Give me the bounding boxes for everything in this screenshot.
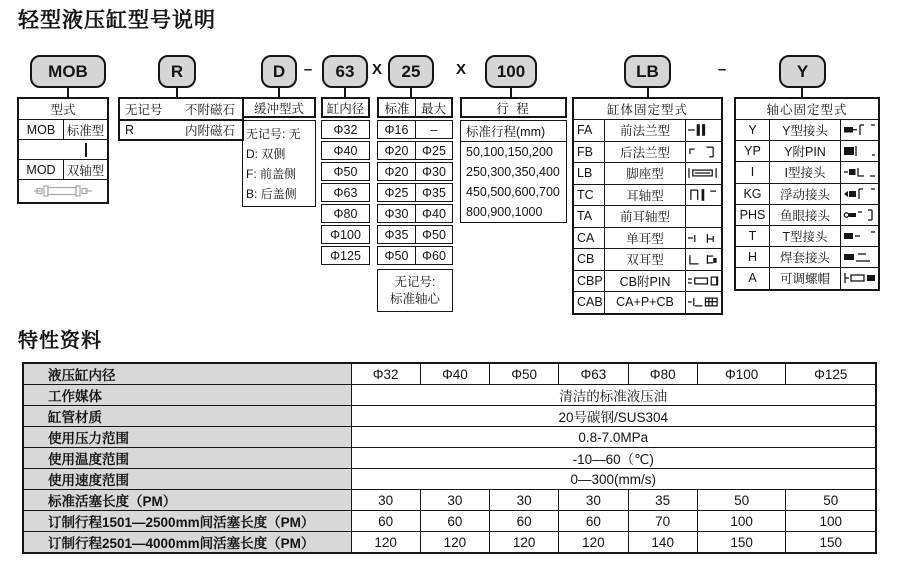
spec-value: -10—60（℃) <box>351 448 876 469</box>
spec-value: 100 <box>697 511 786 532</box>
table-row <box>377 120 453 139</box>
rod-std: Φ25 <box>384 185 409 200</box>
cushion-option: F: 前盖侧 <box>246 166 296 181</box>
spec-value: 60 <box>420 511 489 532</box>
shaft-code: T <box>748 229 757 244</box>
rod-note-line: 无记号: <box>394 274 436 289</box>
mount-name: 前耳轴型 <box>604 206 686 227</box>
rod-header-std: 标准 <box>384 102 410 116</box>
table-row <box>736 267 878 288</box>
connector-line <box>410 88 412 97</box>
spec-value: 60 <box>490 511 559 532</box>
mount-code: CBP <box>577 273 603 288</box>
dash-separator: – <box>717 61 727 78</box>
rod-max: Φ35 <box>415 184 452 201</box>
rod-max: Φ60 <box>415 247 452 264</box>
spec-bore: Φ63 <box>559 363 628 385</box>
trunnion-icon <box>686 185 721 206</box>
spec-label: 使用温度范围 <box>23 448 351 469</box>
shaft-name: 鱼眼接头 <box>769 205 841 225</box>
spec-label: 订制行程1501—2500mm间活塞长度（PM） <box>23 511 351 532</box>
shaft-name: Y型接头 <box>769 120 841 140</box>
spec-value: 35 <box>628 490 697 511</box>
table-row <box>736 119 878 140</box>
magnet-name: 内附磁石 <box>184 124 235 138</box>
shaft-name: 可调螺帽 <box>769 268 841 288</box>
spec-value: 120 <box>420 532 489 554</box>
spec-value: 70 <box>628 511 697 532</box>
connector-line <box>801 88 803 97</box>
rod-max: Φ30 <box>415 163 452 180</box>
mount-code: FA <box>577 123 593 138</box>
spec-value: 0.8-7.0MPa <box>351 427 876 448</box>
floating-joint-icon <box>841 184 878 204</box>
mount-name: 双耳型 <box>604 249 686 270</box>
t-joint-icon <box>841 226 878 246</box>
x-separator: X <box>455 61 466 78</box>
spec-label: 工作媒体 <box>23 385 351 406</box>
table-row <box>574 270 721 292</box>
connector-line <box>176 88 178 97</box>
table-row <box>574 184 721 206</box>
bore-table <box>321 120 370 265</box>
model-box-mob: MOB <box>30 55 106 88</box>
cushion-table-header: 缓冲型式 <box>242 97 316 118</box>
type-code: MOB <box>26 122 56 137</box>
model-box-rod: 25 <box>388 55 434 88</box>
spec-bore: Φ32 <box>351 363 420 385</box>
table-row <box>736 225 878 246</box>
spec-value: 150 <box>786 532 876 554</box>
table-row <box>574 205 721 227</box>
mount-name: 单耳型 <box>604 228 686 249</box>
spec-label: 订制行程2501—4000mm间活塞长度（PM） <box>23 532 351 554</box>
mount-code: CB <box>577 252 595 267</box>
rod-table <box>377 120 453 265</box>
shaft-name: Y附PIN <box>769 141 841 161</box>
connector-line <box>510 88 512 97</box>
spec-label: 液压缸内径 <box>23 363 351 385</box>
spec-bore: Φ100 <box>697 363 786 385</box>
stroke-table <box>460 120 567 223</box>
shaft-code: Y <box>748 123 757 138</box>
spec-value: 30 <box>351 490 420 511</box>
shaft-name: 焊套接头 <box>769 247 841 267</box>
rod-std: Φ20 <box>384 164 409 179</box>
table-row <box>19 119 107 139</box>
table-row <box>23 511 876 532</box>
table-row <box>736 246 878 267</box>
spec-bore: Φ80 <box>628 363 697 385</box>
shaft-code: YP <box>744 144 761 159</box>
model-box-d: D <box>261 55 297 88</box>
rod-max: – <box>415 121 452 138</box>
table-row <box>23 490 876 511</box>
rod-max: Φ50 <box>415 226 452 243</box>
table-row <box>377 141 453 160</box>
type-table-header: 型式 <box>50 103 76 117</box>
cushion-option: 无记号: 无 <box>246 126 301 141</box>
table-row <box>736 183 878 204</box>
spec-value: 60 <box>559 511 628 532</box>
dash-separator: – <box>303 61 313 78</box>
shaft-name: T型接头 <box>769 226 841 246</box>
spec-value: 120 <box>351 532 420 554</box>
table-row <box>574 227 721 249</box>
table-row <box>23 427 876 448</box>
spec-value: 60 <box>351 511 420 532</box>
model-box-mount: LB <box>624 55 671 88</box>
bore-value: Φ125 <box>321 246 370 265</box>
type-name: 双轴型 <box>63 160 107 179</box>
double-rod-cylinder-icon <box>19 179 107 202</box>
spec-label: 使用压力范围 <box>23 427 351 448</box>
mount-name: 脚座型 <box>604 163 686 184</box>
rod-header-max: 最大 <box>415 99 451 117</box>
shaft-name: 浮动接头 <box>769 184 841 204</box>
spec-value: 30 <box>490 490 559 511</box>
bore-value: Φ80 <box>321 204 370 223</box>
mount-code: LB <box>577 166 593 181</box>
spec-value: 0—300(mm/s) <box>351 469 876 490</box>
rod-std: Φ50 <box>384 248 409 263</box>
spec-value: 100 <box>786 511 876 532</box>
rear-flange-icon <box>686 142 721 163</box>
mount-name: 后法兰型 <box>604 142 686 163</box>
type-name: 标准型 <box>63 120 107 139</box>
bore-value: Φ50 <box>321 162 370 181</box>
rod-std: Φ35 <box>384 227 409 242</box>
rod-table-note <box>377 269 453 312</box>
table-row <box>736 204 878 225</box>
table-row <box>377 204 453 223</box>
shaft-table <box>734 97 880 291</box>
table-row <box>574 162 721 184</box>
mount-code: FB <box>577 144 593 159</box>
table-row <box>377 246 453 265</box>
magnet-code: 无记号 <box>125 103 163 117</box>
spec-bore: Φ40 <box>420 363 489 385</box>
connector-line <box>67 88 69 97</box>
fisheye-joint-icon <box>841 205 878 225</box>
bore-value: Φ63 <box>321 183 370 202</box>
adjustable-nut-icon <box>841 268 878 288</box>
table-row <box>574 248 721 270</box>
y-joint-icon <box>841 120 878 140</box>
shaft-code: A <box>748 271 757 286</box>
front-flange-icon <box>686 120 721 141</box>
mount-name: 耳轴型 <box>604 185 686 206</box>
mount-name: 前法兰型 <box>604 120 686 141</box>
mount-code: TA <box>577 209 593 224</box>
table-row <box>23 406 876 427</box>
front-trunnion-icon <box>686 206 721 227</box>
mount-code: CAB <box>577 295 603 310</box>
table-row <box>120 99 242 119</box>
cushion-option: B: 后盖侧 <box>246 186 297 201</box>
spec-value: 120 <box>490 532 559 554</box>
rod-note-line: 标准轴心 <box>389 291 440 306</box>
magnet-code: R <box>125 123 135 137</box>
model-box-shaft: Y <box>779 55 826 88</box>
mount-name: CB附PIN <box>604 271 686 292</box>
spec-value: 120 <box>559 532 628 554</box>
stroke-values: 250,300,350,400 <box>466 165 560 179</box>
shaft-code: PHS <box>739 207 766 222</box>
spec-value: 50 <box>786 490 876 511</box>
rod-std: Φ20 <box>384 143 409 158</box>
connector-line <box>278 88 280 97</box>
rod-max: Φ25 <box>415 142 452 159</box>
clevis-pin-icon <box>686 271 721 292</box>
bore-table-header: 缸内径 <box>321 97 370 118</box>
shaft-code: KG <box>743 186 762 201</box>
rod-std: Φ30 <box>384 206 409 221</box>
table-row <box>23 363 876 385</box>
table-row <box>574 119 721 141</box>
table-row <box>736 161 878 182</box>
shaft-code: H <box>747 250 758 265</box>
table-row <box>120 119 242 139</box>
page-title: 轻型液压缸型号说明 <box>18 9 216 32</box>
foot-mount-icon <box>686 163 721 184</box>
spec-value: 150 <box>697 532 786 554</box>
stroke-values: 450,500,600,700 <box>466 185 560 199</box>
mount-name: CA+P+CB <box>604 292 686 313</box>
magnet-table <box>118 97 244 141</box>
spec-bore: Φ125 <box>786 363 876 385</box>
spec-label: 使用速度范围 <box>23 469 351 490</box>
mount-table-header: 缸体固定型式 <box>606 103 688 117</box>
table-row <box>574 291 721 313</box>
mount-code: TC <box>577 187 594 202</box>
spec-label: 标准活塞长度（PM） <box>23 490 351 511</box>
type-table <box>17 97 109 204</box>
table-row <box>377 162 453 181</box>
model-box-r: R <box>158 55 196 88</box>
spec-value: 30 <box>420 490 489 511</box>
spec-value: 清洁的标准液压油 <box>351 385 876 406</box>
x-separator: X <box>371 61 382 78</box>
cushion-option: D: 双侧 <box>246 146 286 161</box>
spec-value: 30 <box>559 490 628 511</box>
mount-table <box>572 97 723 315</box>
section-title: 特性资料 <box>18 330 102 352</box>
spec-label: 缸管材质 <box>23 406 351 427</box>
y-pin-joint-icon <box>841 141 878 161</box>
table-row <box>23 532 876 554</box>
model-box-bore: 63 <box>322 55 368 88</box>
connector-line <box>344 88 346 97</box>
table-row <box>23 469 876 490</box>
spec-value: 50 <box>697 490 786 511</box>
rod-table-header <box>377 97 453 118</box>
stroke-values: 50,100,150,200 <box>466 145 553 159</box>
bore-value: Φ100 <box>321 225 370 244</box>
magnet-name: 不附磁石 <box>184 103 235 117</box>
table-row <box>19 159 107 179</box>
table-row <box>574 141 721 163</box>
rod-max: Φ40 <box>415 205 452 222</box>
bore-value: Φ32 <box>321 120 370 139</box>
spec-table <box>22 362 877 554</box>
stroke-values: 800,900,1000 <box>466 205 543 219</box>
spec-value: 20号碳钢/SUS304 <box>351 406 876 427</box>
spec-bore: Φ50 <box>490 363 559 385</box>
rod-std: Φ16 <box>384 122 409 137</box>
bore-value: Φ40 <box>321 141 370 160</box>
i-joint-icon <box>841 162 878 182</box>
mount-code: CA <box>577 230 595 245</box>
single-rod-cylinder-icon <box>19 139 107 159</box>
shaft-table-header: 轴心固定型式 <box>766 103 848 117</box>
spec-value: 140 <box>628 532 697 554</box>
stroke-table-header: 行 程 <box>460 97 567 118</box>
table-row <box>377 183 453 202</box>
clevis-combo-icon <box>686 292 721 313</box>
model-box-stroke: 100 <box>485 55 537 88</box>
stroke-subheader: 标准行程(mm) <box>461 121 566 142</box>
table-row <box>377 225 453 244</box>
type-code: MOD <box>26 162 56 177</box>
single-clevis-icon <box>686 228 721 249</box>
table-row <box>736 140 878 161</box>
double-clevis-icon <box>686 249 721 270</box>
table-row <box>23 448 876 469</box>
connector-line <box>647 88 649 97</box>
shaft-name: I型接头 <box>769 162 841 182</box>
shaft-code: I <box>750 165 755 180</box>
table-row <box>23 385 876 406</box>
cushion-table <box>242 120 316 207</box>
weld-sleeve-joint-icon <box>841 247 878 267</box>
